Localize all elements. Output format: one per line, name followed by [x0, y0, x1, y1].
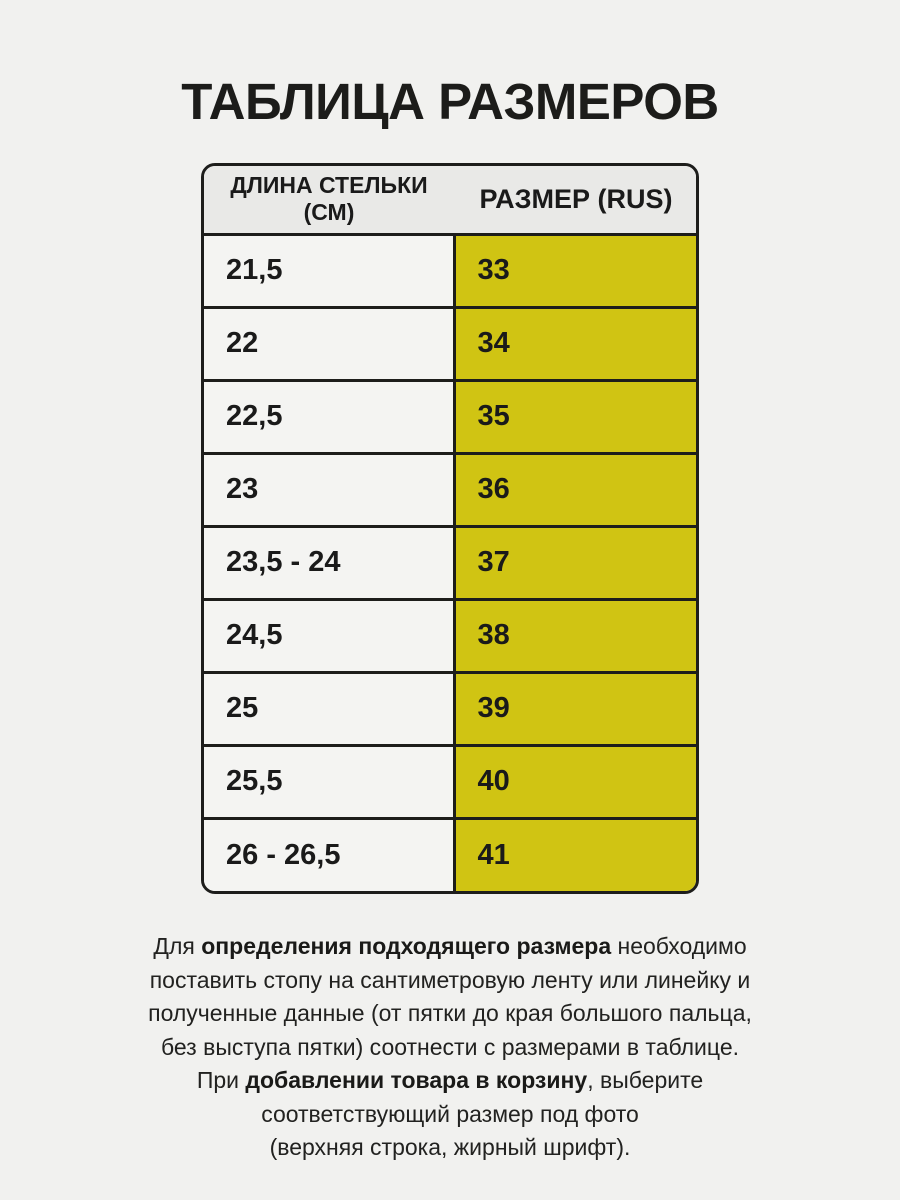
table-row — [204, 307, 698, 380]
table-row — [204, 599, 698, 672]
instruction-text: без выступа пятки) соотнести с размерами в таблице. — [160, 1033, 740, 1060]
size-header: РАЗМЕР (RUS) — [454, 166, 698, 234]
instruction-text: необходимо — [611, 933, 747, 959]
instruction-text: При — [196, 1067, 246, 1093]
instruction-text: добавлении товара в корзину — [245, 1067, 588, 1093]
insole-length-cell: 23 — [204, 453, 454, 526]
size-cell: 36 — [454, 453, 698, 526]
instruction-line — [100, 1131, 800, 1165]
insole-length-header — [204, 166, 454, 234]
insole-length-header-line1: ДЛИНА СТЕЛЬКИ — [230, 172, 428, 199]
insole-length-cell: 25,5 — [204, 745, 454, 818]
size-cell: 37 — [454, 526, 698, 599]
sizing-instructions — [100, 930, 800, 1165]
insole-length-cell: 25 — [204, 672, 454, 745]
table-row — [204, 672, 698, 745]
instruction-text: определения подходящего размера — [201, 933, 612, 959]
instruction-line — [100, 930, 800, 964]
instruction-text: Для — [153, 933, 202, 959]
table-row — [204, 818, 698, 891]
instruction-line — [100, 1031, 800, 1065]
size-cell: 41 — [454, 818, 698, 891]
table-row — [204, 380, 698, 453]
insole-length-cell: 21,5 — [204, 234, 454, 307]
table-header-row — [204, 166, 698, 234]
insole-length-header-line2: (СМ) — [303, 199, 355, 226]
size-cell: 34 — [454, 307, 698, 380]
instruction-text: полученные данные (от пятки до края большого пальца, — [148, 1000, 752, 1026]
size-cell: 38 — [454, 599, 698, 672]
instruction-line — [100, 964, 800, 998]
instruction-line — [100, 1064, 800, 1098]
instruction-line — [100, 997, 800, 1031]
insole-length-cell: 22 — [204, 307, 454, 380]
insole-length-cell: 26 - 26,5 — [204, 818, 454, 891]
table-row — [204, 745, 698, 818]
insole-length-cell: 23,5 - 24 — [204, 526, 454, 599]
size-cell: 35 — [454, 380, 698, 453]
table-row — [204, 526, 698, 599]
insole-length-cell: 24,5 — [204, 599, 454, 672]
page-title: ТАБЛИЦА РАЗМЕРОВ — [181, 73, 719, 130]
table-row — [204, 453, 698, 526]
table-row — [204, 234, 698, 307]
instruction-line — [100, 1098, 800, 1132]
instruction-text: соответствующий размер под фото — [261, 1100, 639, 1127]
size-table — [201, 163, 699, 894]
size-cell: 40 — [454, 745, 698, 818]
instruction-text: , выберите — [587, 1067, 704, 1093]
size-table-body — [204, 234, 698, 891]
instruction-text: (верхняя строка, жирный шрифт). — [269, 1134, 631, 1160]
size-cell: 33 — [454, 234, 698, 307]
size-cell: 39 — [454, 672, 698, 745]
instruction-text: поставить стопу на сантиметровую ленту или линейку и — [149, 966, 751, 993]
insole-length-cell: 22,5 — [204, 380, 454, 453]
